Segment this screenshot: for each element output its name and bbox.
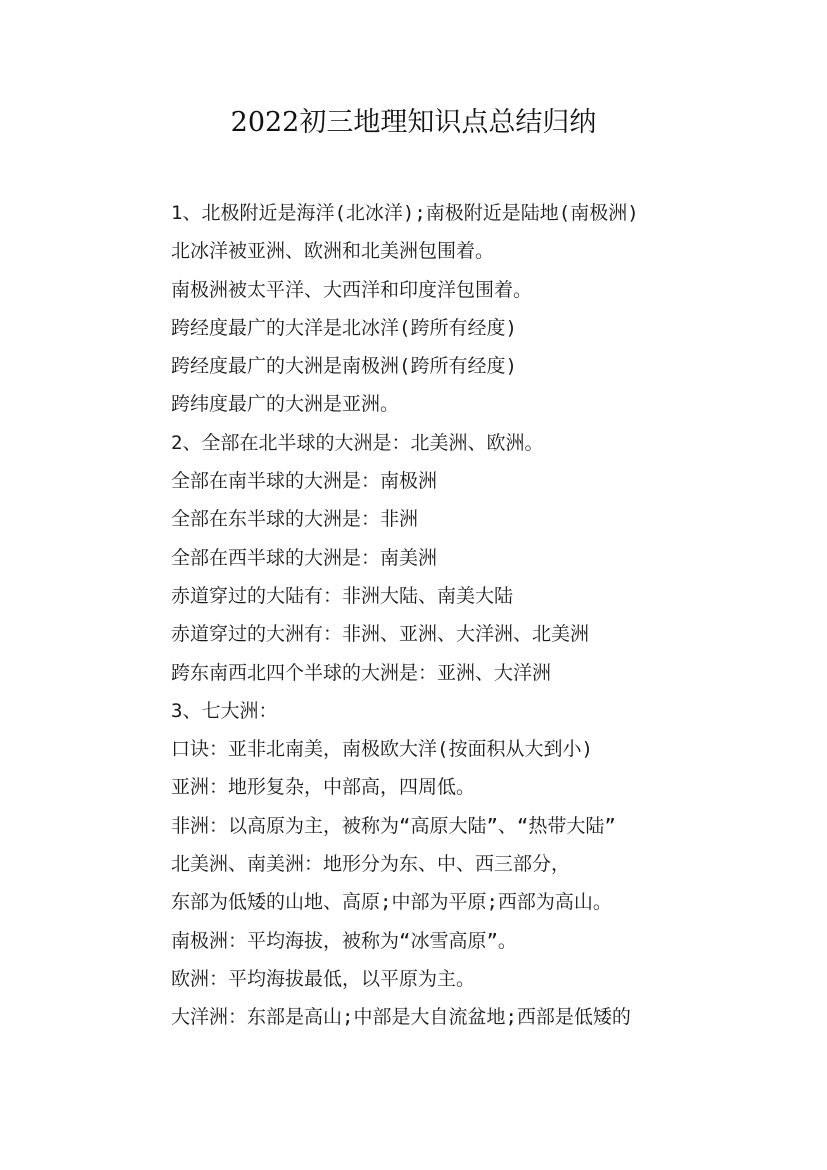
text-line: 跨经度最广的大洲是南极洲(跨所有经度) bbox=[171, 355, 517, 378]
text-line: 大洋洲：东部是高山;中部是大自流盆地;西部是低矮的 bbox=[171, 1006, 631, 1029]
text-line: 全部在西半球的大洲是：南美洲 bbox=[171, 546, 438, 569]
text-line: 跨东南西北四个半球的大洲是：亚洲、大洋洲 bbox=[171, 661, 552, 684]
text-line: 非洲：以高原为主，被称为“高原大陆”、“热带大陆” bbox=[171, 814, 616, 837]
text-line: 南极洲：平均海拔，被称为“冰雪高原”。 bbox=[171, 929, 517, 952]
text-line: 全部在南半球的大洲是：南极洲 bbox=[171, 470, 438, 493]
text-line: 3、七大洲： bbox=[171, 699, 278, 722]
text-line: 赤道穿过的大陆有：非洲大陆、南美大陆 bbox=[171, 584, 514, 607]
text-line: 赤道穿过的大洲有：非洲、亚洲、大洋洲、北美洲 bbox=[171, 623, 590, 646]
text-line: 北冰洋被亚洲、欧洲和北美洲包围着。 bbox=[171, 240, 495, 263]
text-line: 东部为低矮的山地、高原;中部为平原;西部为高山。 bbox=[171, 891, 612, 914]
text-line: 跨经度最广的大洋是北冰洋(跨所有经度) bbox=[171, 316, 517, 339]
text-line: 2、全部在北半球的大洲是：北美洲、欧洲。 bbox=[171, 431, 544, 454]
text-line: 全部在东半球的大洲是：非洲 bbox=[171, 508, 419, 531]
text-line: 北美洲、南美洲：地形分为东、中、西三部分， bbox=[171, 853, 571, 876]
text-line: 口诀：亚非北南美，南极欧大洋(按面积从大到小) bbox=[171, 738, 593, 761]
text-line: 亚洲：地形复杂，中部高，四周低。 bbox=[171, 776, 476, 799]
text-line: 南极洲被太平洋、大西洋和印度洋包围着。 bbox=[171, 278, 533, 301]
text-line: 跨纬度最广的大洲是亚洲。 bbox=[171, 393, 400, 416]
document-body bbox=[171, 194, 771, 1037]
document-title: 2022初三地理知识点总结归纳 bbox=[230, 107, 597, 138]
text-line: 欧洲：平均海拔最低，以平原为主。 bbox=[171, 967, 476, 990]
text-line: 1、北极附近是海洋(北冰洋);南极附近是陆地(南极洲) bbox=[171, 202, 639, 224]
